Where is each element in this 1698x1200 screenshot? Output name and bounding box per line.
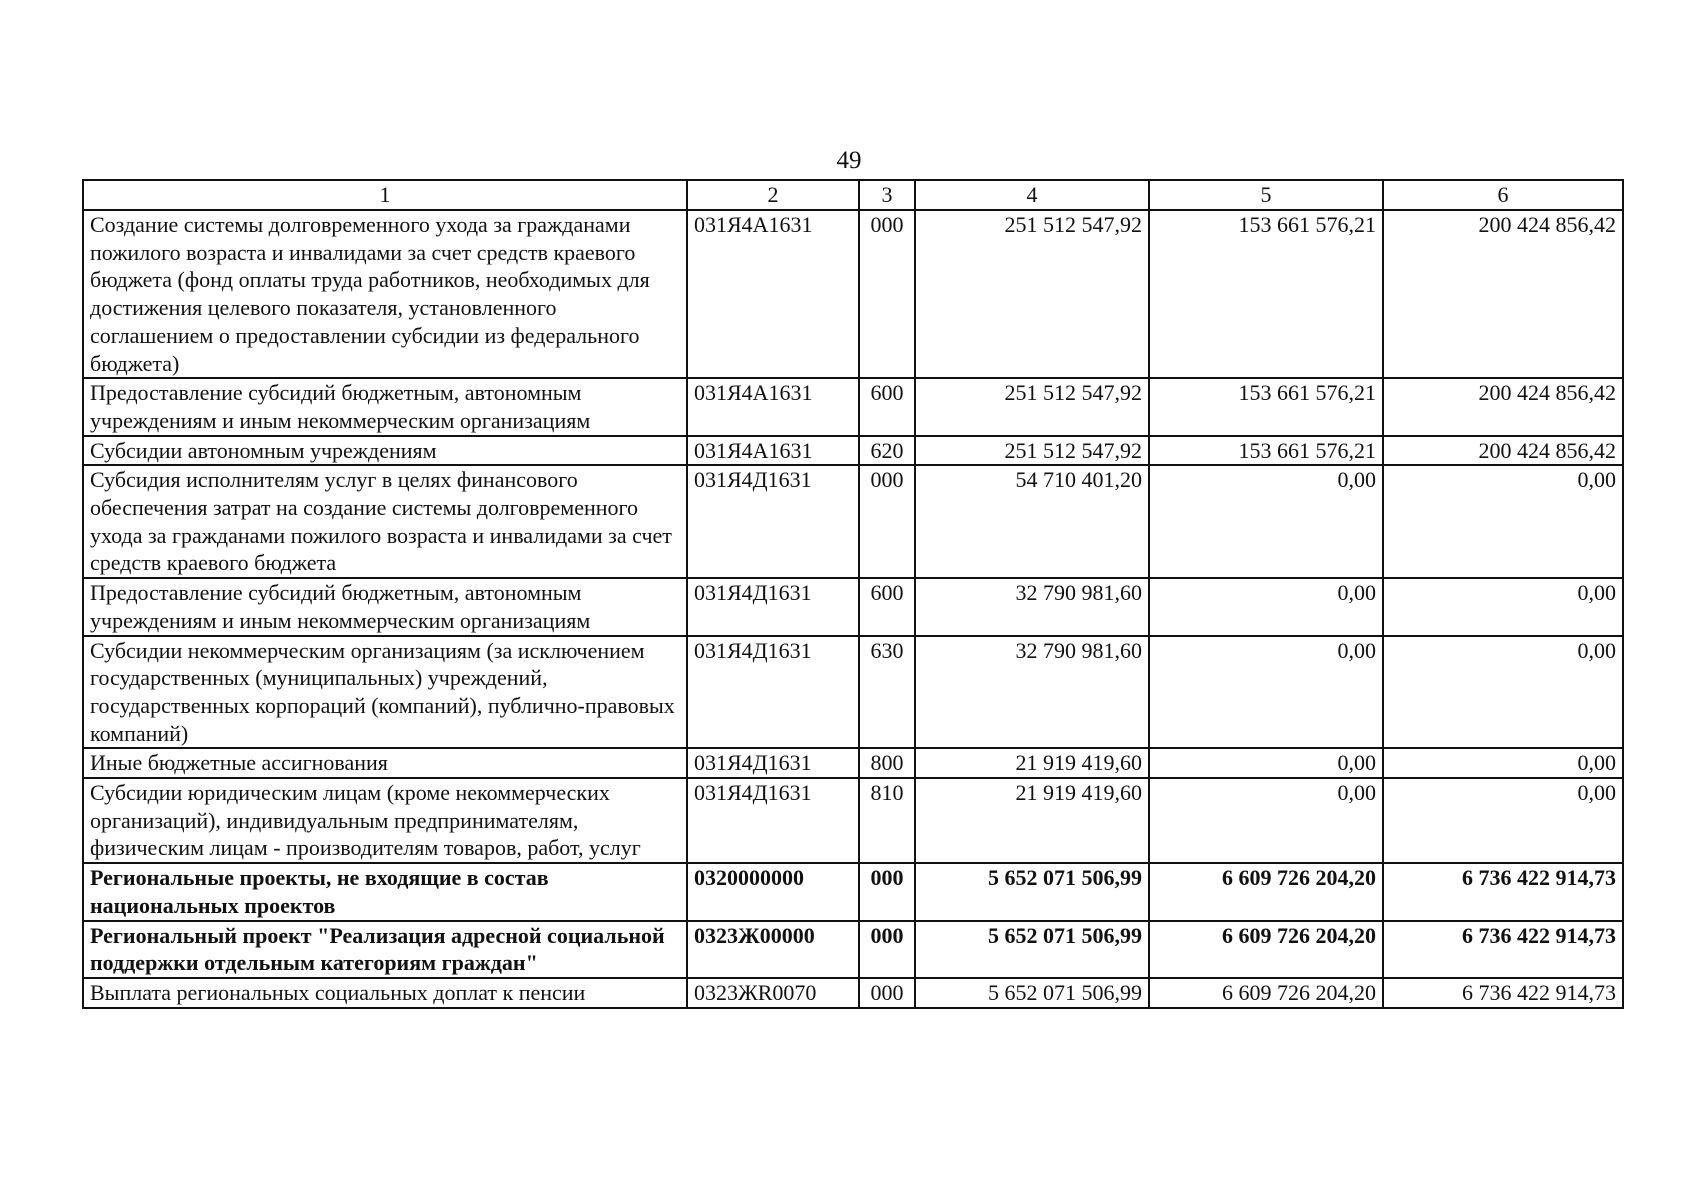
header-col-1: 1: [83, 180, 687, 210]
amount-col-4-cell: 251 512 547,92: [915, 210, 1149, 378]
amount-col-6-cell: 6 736 422 914,73: [1383, 863, 1623, 920]
amount-col-6-cell: 200 424 856,42: [1383, 436, 1623, 466]
header-col-5: 5: [1149, 180, 1383, 210]
amount-col-4-cell: 5 652 071 506,99: [915, 978, 1149, 1008]
table-row: [83, 778, 1623, 863]
table-row: [83, 636, 1623, 749]
amount-col-5-cell: 153 661 576,21: [1149, 378, 1383, 435]
row-name-cell: Выплата региональных социальных доплат к пенсии: [83, 978, 687, 1008]
amount-col-6-cell: 0,00: [1383, 636, 1623, 749]
amount-col-5-cell: 6 609 726 204,20: [1149, 921, 1383, 978]
target-code-cell: 031Я4Д1631: [687, 465, 859, 578]
row-name-cell: Предоставление субсидий бюджетным, автономным учреждениям и иным некоммерческим организациям: [83, 378, 687, 435]
expense-type-cell: 000: [859, 210, 915, 378]
row-name-cell: Иные бюджетные ассигнования: [83, 748, 687, 778]
amount-col-5-cell: 153 661 576,21: [1149, 210, 1383, 378]
target-code-cell: 0323ЖR0070: [687, 978, 859, 1008]
amount-col-5-cell: 0,00: [1149, 465, 1383, 578]
target-code-cell: 031Я4А1631: [687, 436, 859, 466]
amount-col-6-cell: 0,00: [1383, 748, 1623, 778]
expense-type-cell: 620: [859, 436, 915, 466]
amount-col-4-cell: 32 790 981,60: [915, 578, 1149, 635]
row-name-cell: Региональные проекты, не входящие в состав национальных проектов: [83, 863, 687, 920]
amount-col-4-cell: 5 652 071 506,99: [915, 863, 1149, 920]
amount-col-6-cell: 0,00: [1383, 778, 1623, 863]
row-name-cell: Региональный проект "Реализация адресной социальной поддержки отдельным категориям граждан": [83, 921, 687, 978]
amount-col-4-cell: 21 919 419,60: [915, 778, 1149, 863]
table-row: [83, 210, 1623, 378]
target-code-cell: 0323Ж00000: [687, 921, 859, 978]
amount-col-5-cell: 0,00: [1149, 578, 1383, 635]
row-name-cell: Предоставление субсидий бюджетным, автономным учреждениям и иным некоммерческим организациям: [83, 578, 687, 635]
row-name-cell: Субсидия исполнителям услуг в целях финансового обеспечения затрат на создание системы долговременного ухода за гражданами пожилого возраста и инвалидами за счет средств краевого бюджета: [83, 465, 687, 578]
target-code-cell: 0320000000: [687, 863, 859, 920]
table-row: [83, 748, 1623, 778]
row-name-cell: Субсидии некоммерческим организациям (за исключением государственных (муниципальных) учреждений, государственных корпораций (компаний), публично-правовых компаний): [83, 636, 687, 749]
amount-col-6-cell: 6 736 422 914,73: [1383, 978, 1623, 1008]
amount-col-4-cell: 21 919 419,60: [915, 748, 1149, 778]
expense-type-cell: 000: [859, 465, 915, 578]
header-col-2: 2: [687, 180, 859, 210]
amount-col-5-cell: 153 661 576,21: [1149, 436, 1383, 466]
amount-col-5-cell: 6 609 726 204,20: [1149, 863, 1383, 920]
target-code-cell: 031Я4А1631: [687, 378, 859, 435]
table-row: [83, 465, 1623, 578]
amount-col-6-cell: 0,00: [1383, 465, 1623, 578]
expense-type-cell: 000: [859, 863, 915, 920]
amount-col-6-cell: 200 424 856,42: [1383, 210, 1623, 378]
expense-type-cell: 800: [859, 748, 915, 778]
row-name-cell: Создание системы долговременного ухода за гражданами пожилого возраста и инвалидами за счет средств краевого бюджета (фонд оплаты труда работников, необходимых для достижения целевого показателя, установленного соглашением о предоставлении субсидии из федерального бюджета): [83, 210, 687, 378]
amount-col-5-cell: 0,00: [1149, 778, 1383, 863]
header-col-3: 3: [859, 180, 915, 210]
amount-col-6-cell: 6 736 422 914,73: [1383, 921, 1623, 978]
amount-col-4-cell: 54 710 401,20: [915, 465, 1149, 578]
amount-col-4-cell: 251 512 547,92: [915, 378, 1149, 435]
target-code-cell: 031Я4Д1631: [687, 636, 859, 749]
target-code-cell: 031Я4Д1631: [687, 748, 859, 778]
header-col-4: 4: [915, 180, 1149, 210]
page-number: 49: [836, 147, 862, 174]
table-body: [83, 210, 1623, 1008]
amount-col-4-cell: 32 790 981,60: [915, 636, 1149, 749]
table-row: [83, 921, 1623, 978]
amount-col-4-cell: 251 512 547,92: [915, 436, 1149, 466]
table-row: [83, 436, 1623, 466]
expense-type-cell: 810: [859, 778, 915, 863]
expense-type-cell: 000: [859, 978, 915, 1008]
expense-type-cell: 600: [859, 378, 915, 435]
amount-col-5-cell: 0,00: [1149, 636, 1383, 749]
amount-col-6-cell: 200 424 856,42: [1383, 378, 1623, 435]
header-row: [83, 180, 1623, 210]
row-name-cell: Субсидии автономным учреждениям: [83, 436, 687, 466]
expense-type-cell: 000: [859, 921, 915, 978]
table-row: [83, 378, 1623, 435]
table-row: [83, 863, 1623, 920]
table-row: [83, 978, 1623, 1008]
expense-type-cell: 600: [859, 578, 915, 635]
table-row: [83, 578, 1623, 635]
target-code-cell: 031Я4А1631: [687, 210, 859, 378]
amount-col-5-cell: 0,00: [1149, 748, 1383, 778]
amount-col-5-cell: 6 609 726 204,20: [1149, 978, 1383, 1008]
amount-col-6-cell: 0,00: [1383, 578, 1623, 635]
target-code-cell: 031Я4Д1631: [687, 578, 859, 635]
budget-table: [82, 179, 1624, 1009]
amount-col-4-cell: 5 652 071 506,99: [915, 921, 1149, 978]
expense-type-cell: 630: [859, 636, 915, 749]
row-name-cell: Субсидии юридическим лицам (кроме некоммерческих организаций), индивидуальным предпринимателям, физическим лицам - производителям товаров, работ, услуг: [83, 778, 687, 863]
header-col-6: 6: [1383, 180, 1623, 210]
target-code-cell: 031Я4Д1631: [687, 778, 859, 863]
